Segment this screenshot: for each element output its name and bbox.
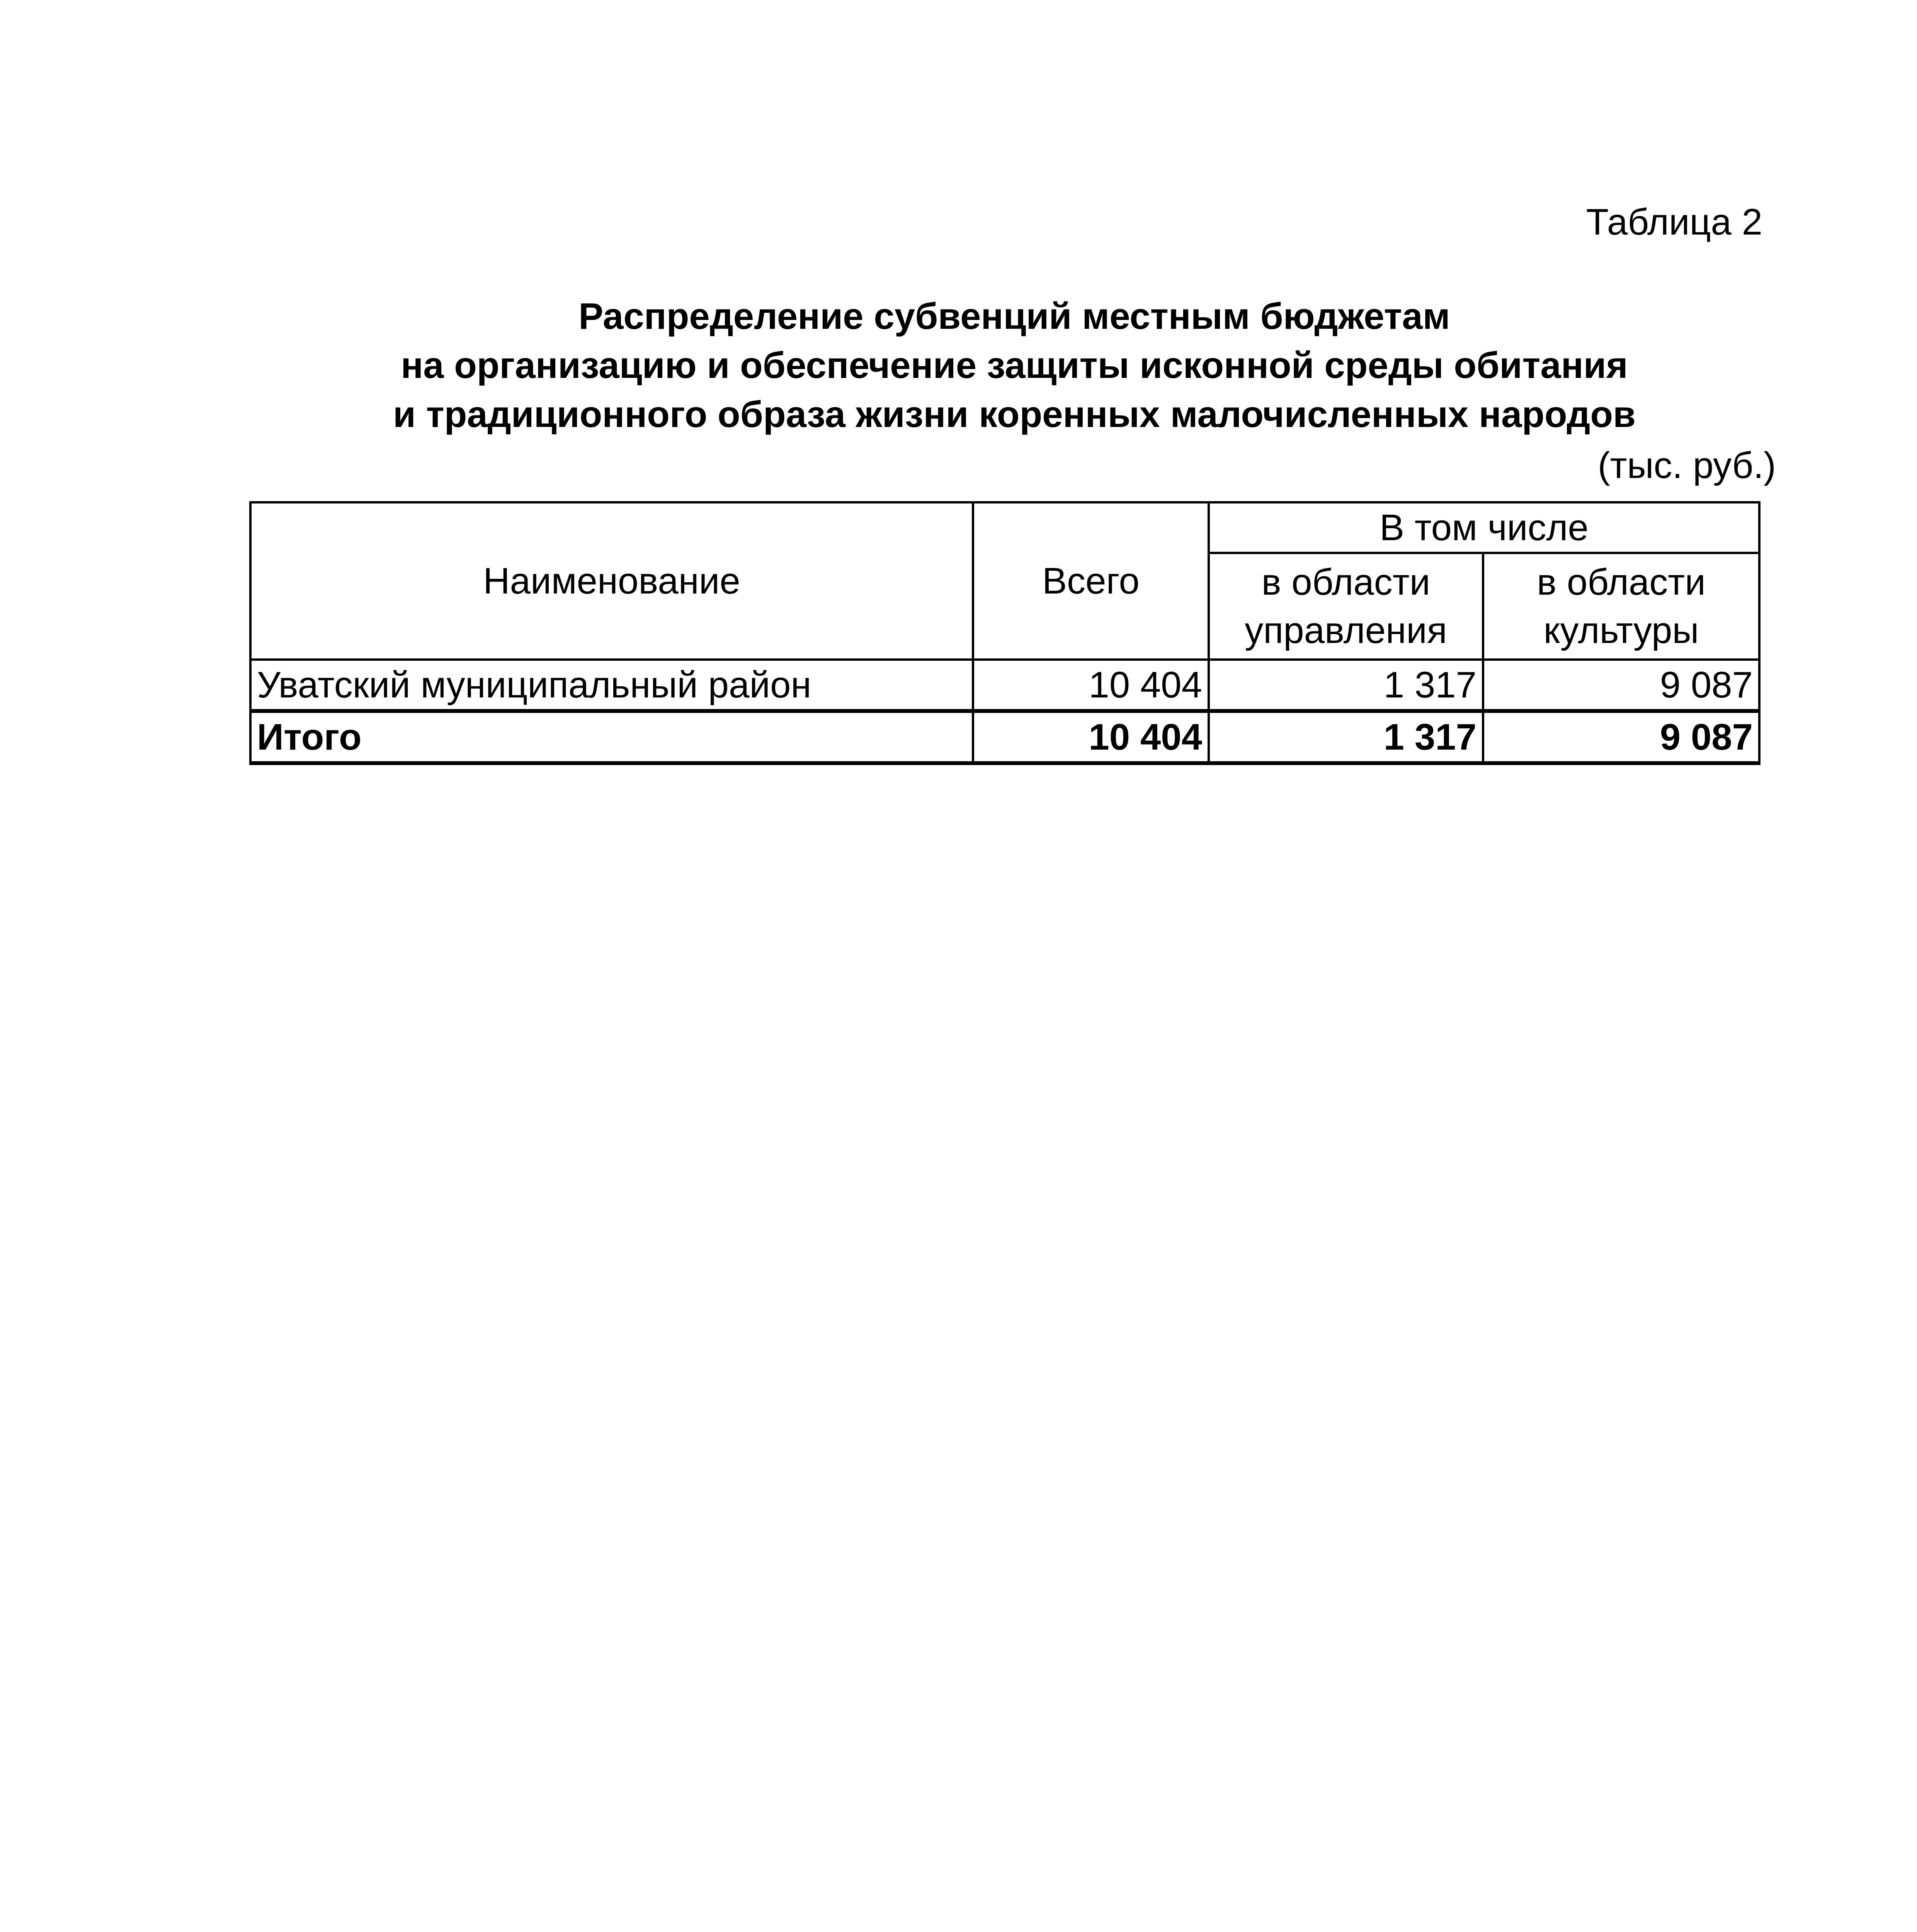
row-total: 10 404 bbox=[973, 660, 1209, 711]
title-line-2: на организацию и обеспечение защиты исконной среды обитания bbox=[401, 345, 1628, 386]
total-management: 1 317 bbox=[1209, 711, 1483, 763]
header-name: Наименование bbox=[250, 502, 973, 660]
total-culture: 9 087 bbox=[1483, 711, 1759, 763]
header-culture-line1: в области bbox=[1537, 561, 1706, 603]
table-number-label: Таблица 2 bbox=[1586, 201, 1762, 243]
title-line-3: и традиционного образа жизни коренных малочисленных народов bbox=[393, 394, 1636, 435]
subventions-table bbox=[249, 501, 1761, 765]
row-culture: 9 087 bbox=[1483, 660, 1759, 711]
header-culture bbox=[1483, 553, 1759, 660]
header-management-line2: управления bbox=[1245, 610, 1447, 651]
total-total: 10 404 bbox=[973, 711, 1209, 763]
table-total-row bbox=[250, 711, 1759, 763]
header-culture-line2: культуры bbox=[1543, 610, 1699, 651]
header-total: Всего bbox=[973, 502, 1209, 660]
total-name: Итого bbox=[250, 711, 973, 763]
header-management bbox=[1209, 553, 1483, 660]
unit-label: (тыс. руб.) bbox=[1597, 445, 1776, 486]
title-line-1: Распределение субвенций местным бюджетам bbox=[578, 296, 1450, 337]
table-header-row bbox=[250, 502, 1759, 553]
row-management: 1 317 bbox=[1209, 660, 1483, 711]
header-including: В том числе bbox=[1209, 502, 1759, 553]
row-name: Уватский муниципальный район bbox=[250, 660, 973, 711]
header-management-line1: в области bbox=[1261, 561, 1431, 603]
table-row bbox=[250, 660, 1759, 711]
document-title bbox=[0, 292, 1917, 439]
